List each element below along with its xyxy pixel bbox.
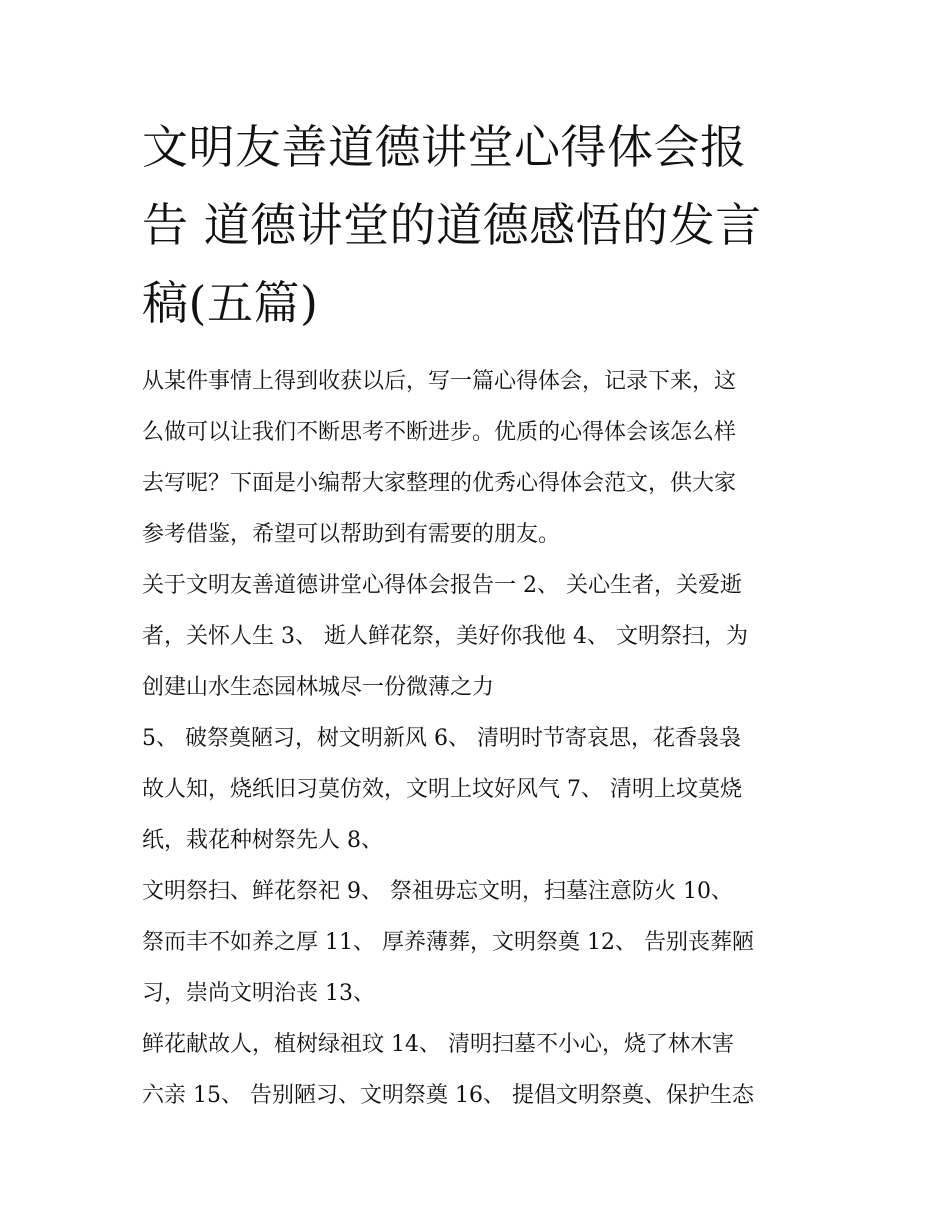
text-line: 习，崇尚文明治丧 13、 xyxy=(142,981,375,1006)
text-line: 5、 破祭奠陋习，树文明新风 6、 清明时节寄哀思，花香袅袅 xyxy=(142,726,741,751)
text-line: 么做可以让我们不断思考不断进步。优质的心得体会该怎么样 xyxy=(142,420,737,445)
text-line: 参考借鉴，希望可以帮助到有需要的朋友。 xyxy=(142,522,561,547)
body-paragraph xyxy=(142,1019,814,1121)
title-line: 文明友善道德讲堂心得体会报 xyxy=(142,120,747,174)
text-line: 去写呢？下面是小编帮大家整理的优秀心得体会范文，供大家 xyxy=(142,471,737,496)
text-line: 祭而丰不如养之厚 11、 厚养薄葬，文明祭奠 12、 告别丧葬陋 xyxy=(142,930,754,955)
text-line: 纸，栽花种树祭先人 8、 xyxy=(142,828,383,853)
text-line: 创建山水生态园林城尽一份微薄之力 xyxy=(142,675,495,700)
document-title xyxy=(142,108,814,342)
text-line: 文明祭扫、鲜花祭祀 9、 祭祖毋忘文明，扫墓注意防火 10、 xyxy=(142,879,733,904)
document-content xyxy=(142,108,814,1121)
text-line: 六亲 15、 告别陋习、文明祭奠 16、 提倡文明祭奠、保护生态 xyxy=(142,1083,754,1108)
intro-paragraph xyxy=(142,356,814,560)
text-line: 者，关怀人生 3、 逝人鲜花祭，美好你我他 4、 文明祭扫，为 xyxy=(142,624,748,649)
body-paragraph xyxy=(142,866,814,1019)
body-paragraph xyxy=(142,713,814,866)
text-line: 关于文明友善道德讲堂心得体会报告一 2、 关心生者，关爱逝 xyxy=(142,573,742,598)
title-line: 稿(五篇) xyxy=(142,276,319,330)
document-body xyxy=(142,356,814,1121)
title-line: 告 道德讲堂的道德感悟的发言 xyxy=(142,198,762,252)
text-line: 从某件事情上得到收获以后，写一篇心得体会，记录下来，这 xyxy=(142,369,737,394)
body-paragraph xyxy=(142,560,814,713)
text-line: 鲜花献故人，植树绿祖玟 14、 清明扫墓不小心，烧了林木害 xyxy=(142,1032,734,1057)
text-line: 故人知，烧纸旧习莫仿效，文明上坟好风气 7、 清明上坟莫烧 xyxy=(142,777,742,802)
